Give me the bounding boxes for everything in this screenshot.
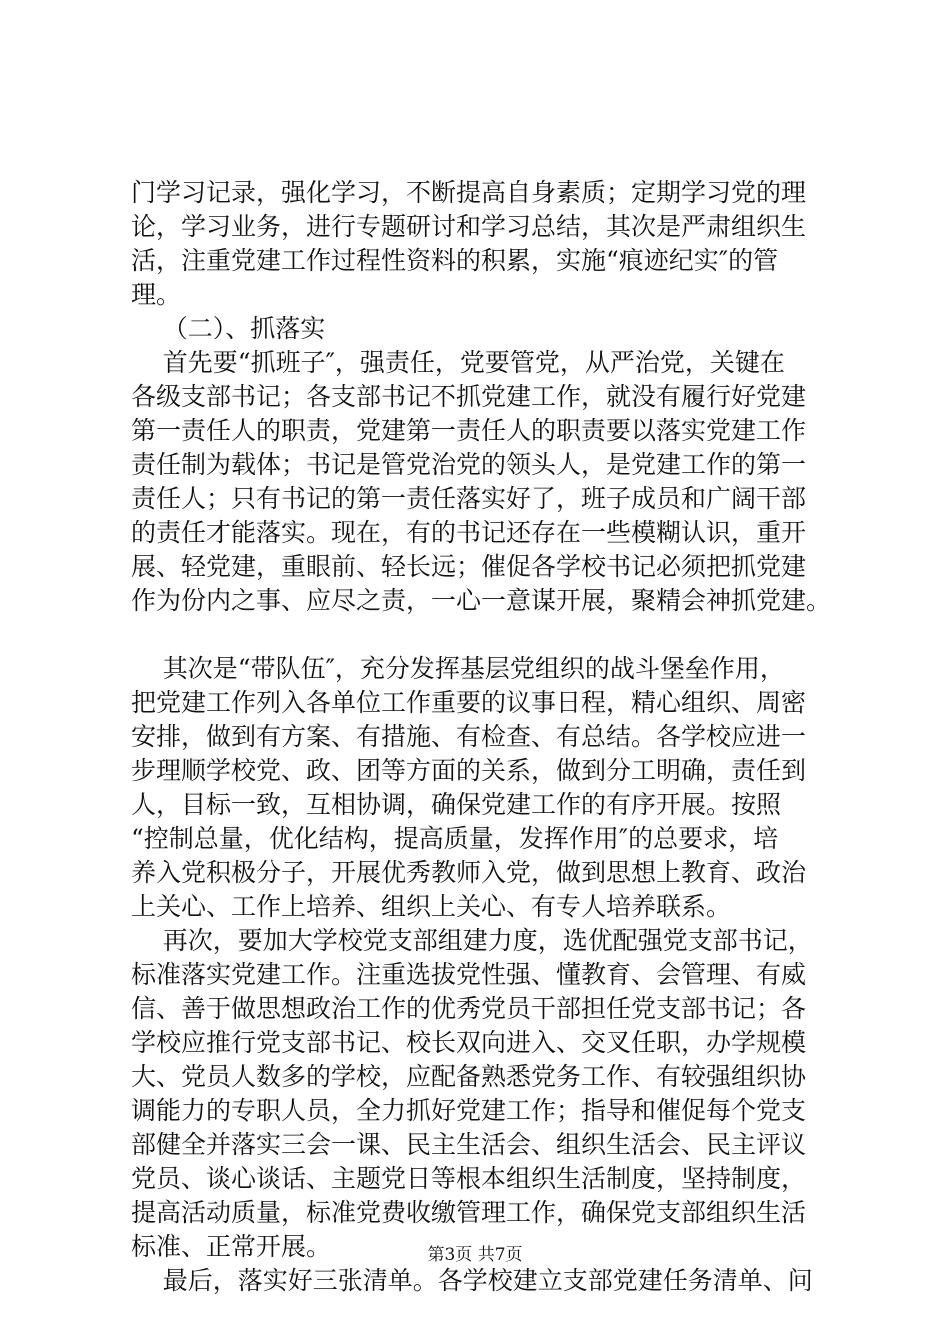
text-line: 调能力的专职人员，全力抓好党建工作；指导和催促每个党支 — [131, 1096, 807, 1125]
text-line: 学校应推行党支部书记、校长双向进入、交叉任职，办学规模 — [131, 1028, 807, 1057]
text-line: 信、善于做思想政治工作的优秀党员干部担任党支部书记；各 — [131, 994, 807, 1023]
text-line: 部健全并落实三会一课、民主生活会、组织生活会、民主评议 — [131, 1130, 807, 1159]
text-line: 作为份内之事、应尽之责，一心一意谋开展，聚精会神抓党建。 — [131, 586, 832, 615]
text-line: 的责任才能落实。现在，有的书记还存在一些模糊认识，重开 — [131, 518, 807, 547]
page-number-footer: 第3页 共7页 — [427, 1245, 523, 1265]
text-line: 最后，落实好三张清单。各学校建立支部党建任务清单、问 — [131, 1266, 813, 1295]
text-line: 步理顺学校党、政、团等方面的关系，做到分工明确，责任到 — [131, 756, 807, 785]
document-body — [131, 176, 831, 1298]
text-line: 活，注重党建工作过程性资料的积累，实施“痕迹纪实″的管 — [131, 246, 779, 275]
text-line: 门学习记录，强化学习，不断提高自身素质；定期学习党的理 — [131, 178, 807, 207]
text-line: 各级支部书记；各支部书记不抓党建工作，就没有履行好党建 — [131, 382, 807, 411]
text-line: 首先要“抓班子″，强责任，党要管党，从严治党，关键在 — [131, 348, 785, 377]
text-line: 标准落实党建工作。注重选拔党性强、懂教育、会管理、有威 — [131, 960, 807, 989]
text-line: 标准、正常开展。 — [131, 1232, 332, 1261]
text-line: 提高活动质量，标准党费收缴管理工作，确保党支部组织生活 — [131, 1198, 807, 1227]
text-line: 党员、谈心谈话、主题党日等根本组织生活制度，坚持制度， — [131, 1164, 807, 1193]
text-line: 大、党员人数多的学校，应配备熟悉党务工作、有较强组织协 — [131, 1062, 807, 1091]
text-line: 第一责任人的职责，党建第一责任人的职责要以落实党建工作 — [131, 416, 807, 445]
blank-line — [131, 618, 831, 652]
text-line: 养入党积极分子，开展优秀教师入党，做到思想上教育、政治 — [131, 858, 807, 887]
text-line: 再次，要加大学校党支部组建力度，选优配强党支部书记， — [131, 926, 813, 955]
text-line: 理。 — [131, 280, 182, 309]
text-line: 责任制为载体；书记是管党治党的领头人，是党建工作的第一 — [131, 450, 807, 479]
text-line: 把党建工作列入各单位工作重要的议事日程，精心组织、周密 — [131, 688, 807, 717]
text-line: 人，目标一致，互相协调，确保党建工作的有序开展。按照 — [131, 790, 782, 819]
text-line: 上关心、工作上培养、组织上关心、有专人培养联系。 — [131, 892, 732, 921]
section-heading: （二）、抓落实 — [131, 314, 326, 343]
text-line: “控制总量，优化结构，提高质量，发挥作用″的总要求，培 — [131, 824, 779, 853]
text-line: 安排，做到有方案、有措施、有检查、有总结。各学校应进一 — [131, 722, 807, 751]
text-line: 责任人；只有书记的第一责任落实好了，班子成员和广阔干部 — [131, 484, 807, 513]
text-line: 展、轻党建，重眼前、轻长远；催促各学校书记必须把抓党建 — [131, 552, 807, 581]
text-line: 其次是“带队伍″，充分发挥基层党组织的战斗堡垒作用， — [131, 654, 785, 683]
text-line: 论，学习业务，进行专题研讨和学习总结，其次是严肃组织生 — [131, 212, 807, 241]
